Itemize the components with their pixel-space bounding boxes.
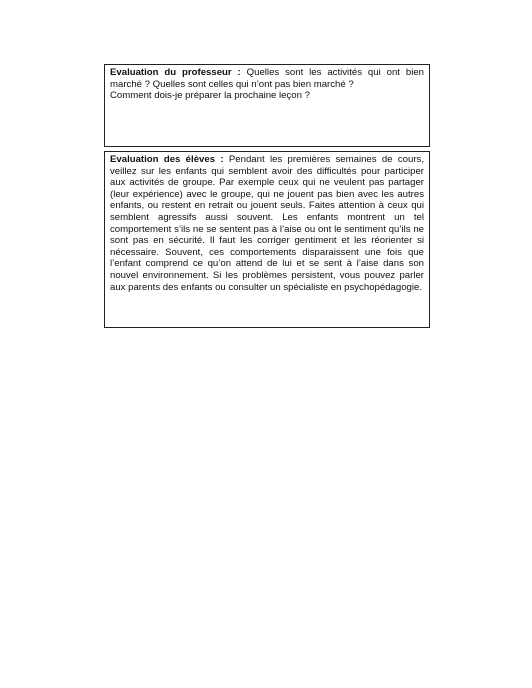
- teacher-evaluation-heading: Evaluation du professeur :: [110, 67, 241, 78]
- teacher-evaluation-box: [104, 64, 430, 147]
- teacher-evaluation-text: Quelles sont les activités qui ont bien marché ? Quelles sont celles qui n’ont pas bien marché ?: [110, 67, 424, 90]
- teacher-evaluation-question: Comment dois-je préparer la prochaine leçon ?: [110, 90, 310, 102]
- student-evaluation-text: Pendant les premières semaines de cours, veillez sur les enfants qui semblent avoir des difficultés pour participer aux activités de groupe. Par exemple ceux qui ne veulent pas partager (leur expérience) avec le groupe, qui ne jouent pas bien avec les autres enfants, ou restent en retrait ou jouent seuls. Faites attention à ceux qui semblent agressifs aussi souvent. Les enfants montrent un tel comportement s’ils ne se sentent pas à l’aise ou ont le sentiment qu’ils ne sont pas en sécurité. Il faut les corriger gentiment et les réorienter si nécessaire. Souvent, ces comportements disparaissent une fois que l’enfant comprend ce qu’on attend de lui et se sent à l’aise dans son nouvel environnement. Si les problèmes persistent, vous pouvez parler aux parents des enfants ou consulter un spécialiste en psychopédagogie.: [110, 154, 424, 293]
- student-evaluation-heading: Evaluation des élèves :: [110, 154, 224, 165]
- teacher-evaluation-paragraph: [110, 67, 424, 90]
- student-evaluation-box: [104, 151, 430, 328]
- student-evaluation-paragraph: [110, 154, 424, 293]
